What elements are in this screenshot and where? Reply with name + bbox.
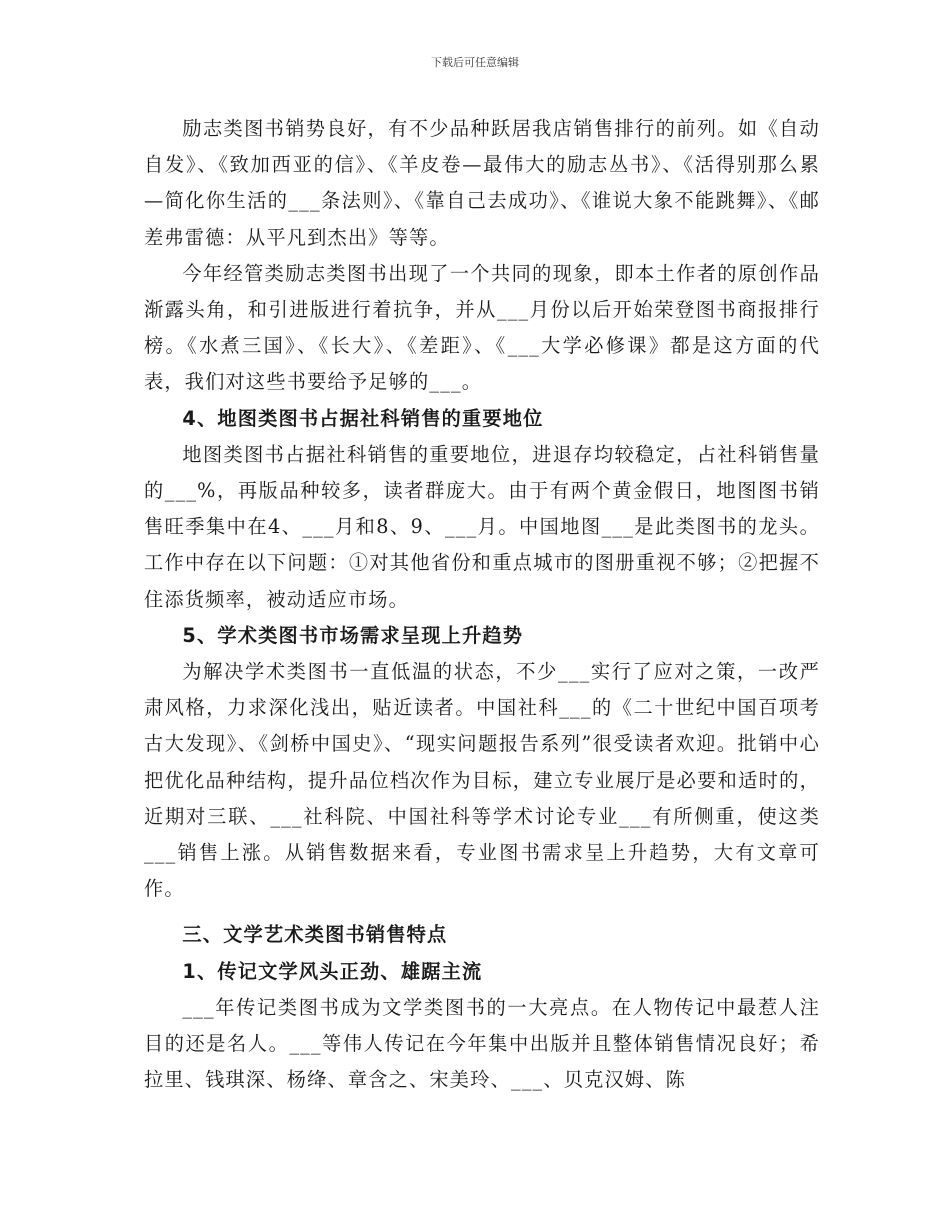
paragraph-academic-books: 为解决学术类图书一直低温的状态，不少___实行了应对之策，一改严肃风格，力求深化浅出，贴近读者。中国社科___的《二十世纪中国百项考古大发现》、《剑桥中国史》、“现实问题报告系列”很受读者欢迎。批销中心把优化品种结构，提升品位档次作为目标，建立专业展厅是必要和适时的，近期对三联、___社科院、中国社科等学术讨论专业___有所侧重，使这类___销售上涨。从销售数据来看，专业图书需求呈上升趋势，大有文章可作。	[144, 660, 820, 901]
paragraph-domestic-authors: 今年经管类励志类图书出现了一个共同的现象，即本土作者的原创作品渐露头角，和引进版进行着抗争，并从___月份以后开始荣登图书商报排行榜。《水煮三国》、《长大》、《差距》、《___大学必修课》都是这方面的代表，我们对这些书要给予足够的___。	[144, 261, 820, 394]
paragraph-map-books: 地图类图书占据社科销售的重要地位，进退存均较稳定，占社科销售量的___%，再版品种较多，读者群庞大。由于有两个黄金假日，地图图书销售旺季集中在4、___月和8、9、___月。中国地图___是此类图书的龙头。工作中存在以下问题：①对其他省份和重点城市的图册重视不够；②把握不住添货频率，被动适应市场。	[144, 442, 820, 611]
heading-biography: 1、传记文学风头正劲、雄踞主流	[182, 959, 483, 983]
section-gap	[144, 907, 820, 917]
paragraph-biography: ___年传记类图书成为文学类图书的一大亮点。在人物传记中最惹人注目的还是名人。___等伟人传记在今年集中出版并且整体销售情况良好；希拉里、钱琪深、杨绛、章含之、宋美玲、___、贝克汉姆、陈	[144, 995, 820, 1092]
heading-academic-books: 5、学术类图书市场需求呈现上升趋势	[182, 623, 524, 647]
heading-literature-art: 三、文学艺术类图书销售特点	[182, 923, 448, 947]
heading-map-books: 4、地图类图书占据社科销售的重要地位	[182, 406, 544, 430]
page-header: 下载后可任意编辑	[431, 56, 519, 69]
document-body	[144, 111, 820, 1098]
paragraph-inspirational-books: 励志类图书销势良好，有不少品种跃居我店销售排行的前列。如《自动自发》、《致加西亚的信》、《羊皮卷—最伟大的励志丛书》、《活得别那么累—简化你生活的___条法则》、《靠自己去成功》、《谁说大象不能跳舞》、《邮差弗雷德：从平凡到杰出》等等。	[144, 117, 820, 249]
